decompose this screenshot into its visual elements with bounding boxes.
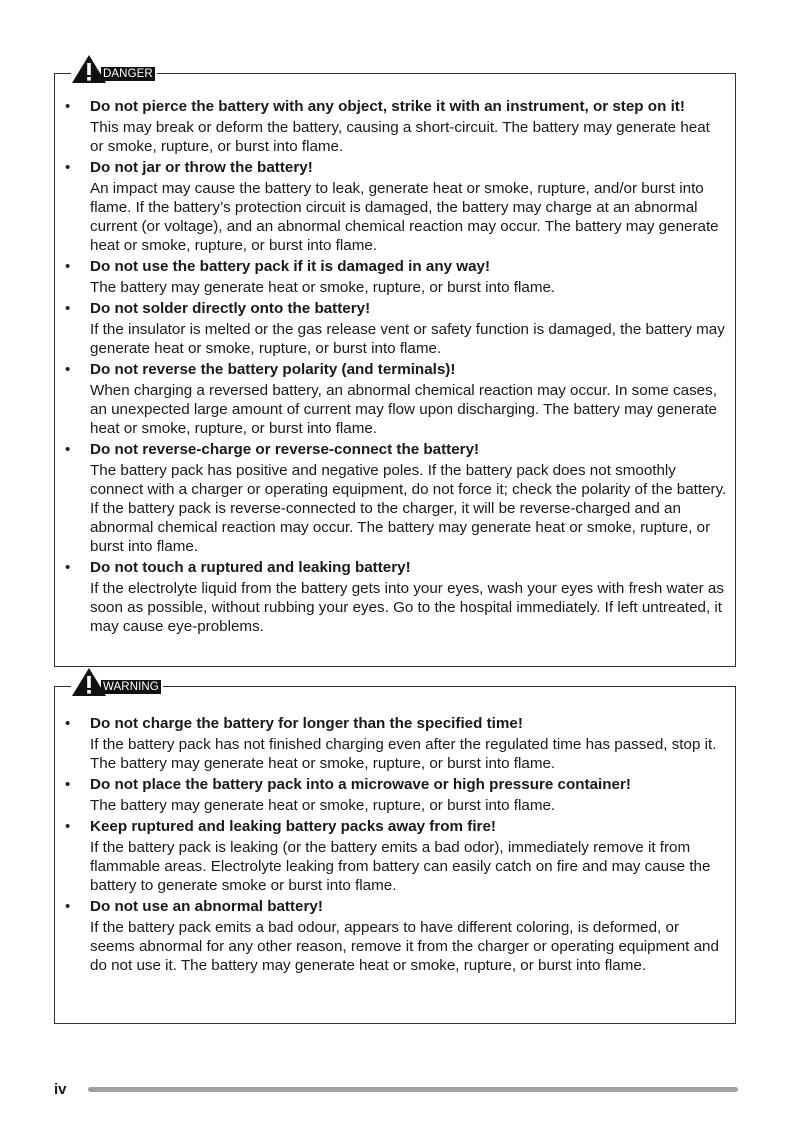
item-heading: Keep ruptured and leaking battery packs away from fire! [90, 818, 496, 835]
item-body: If the insulator is melted or the gas release vent or safety function is damaged, the battery may generate heat or smoke, rupture, or burst into flame. [90, 321, 725, 357]
list-item [55, 257, 735, 297]
warning-label-text: WARNING [103, 681, 159, 693]
bullet: • [65, 898, 71, 915]
item-heading: Do not solder directly onto the battery! [90, 300, 371, 317]
warning-section [54, 681, 736, 1024]
page-number: iv [54, 1081, 67, 1098]
danger-label [71, 54, 157, 84]
item-body: The battery pack has positive and negative poles. If the battery pack does not smoothly connect with a charger or operating equipment, do not force it; check the polarity of the battery. If the battery pack is reverse-connected to the charger, it will be reverse-charged and an abnormal chemical reaction may occur. The battery may generate heat or smoke, rupture, or burst into flame. [90, 462, 727, 555]
item-heading: Do not touch a ruptured and leaking battery! [90, 559, 411, 576]
item-body: The battery may generate heat or smoke, rupture, or burst into flame. [90, 797, 556, 814]
item-body: When charging a reversed battery, an abnormal chemical reaction may occur. In some cases, an unexpected large amount of current may flow upon discharging. The battery may generate heat or smoke, rupture, or burst into flame. [90, 382, 717, 437]
bullet: • [65, 159, 71, 176]
list-item [55, 440, 735, 556]
warning-list [55, 714, 735, 977]
list-item [55, 360, 735, 438]
bullet: • [65, 818, 71, 835]
bullet: • [65, 361, 71, 378]
bullet: • [65, 300, 71, 317]
danger-section [54, 68, 736, 667]
bullet: • [65, 441, 71, 458]
list-item [55, 897, 735, 975]
item-body: This may break or deform the battery, causing a short-circuit. The battery may generate heat or smoke, rupture, or burst into flame. [90, 119, 710, 155]
item-heading: Do not use an abnormal battery! [90, 898, 323, 915]
danger-label-text: DANGER [103, 68, 153, 80]
item-body: The battery may generate heat or smoke, rupture, or burst into flame. [90, 279, 556, 296]
item-heading: Do not pierce the battery with any object, strike it with an instrument, or step on it! [90, 98, 685, 115]
item-body: If the battery pack has not finished charging even after the regulated time has passed, stop it. The battery may generate heat or smoke, rupture, or burst into flame. [90, 736, 717, 772]
item-body: If the battery pack emits a bad odour, appears to have different coloring, is deformed, or seems abnormal for any other reason, remove it from the charger or operating equipment and do not use it. The battery may generate heat or smoke, rupture, or burst into flame. [90, 919, 719, 974]
warning-label [71, 667, 163, 697]
bullet: • [65, 776, 71, 793]
list-item [55, 97, 735, 156]
list-item [55, 158, 735, 255]
danger-list [55, 97, 735, 638]
item-body: If the electrolyte liquid from the battery gets into your eyes, wash your eyes with fresh water as soon as possible, without rubbing your eyes. Go to the hospital immediately. If left untreated, it may cause eye-problems. [90, 580, 724, 635]
list-item [55, 775, 735, 815]
item-heading: Do not use the battery pack if it is damaged in any way! [90, 258, 491, 275]
list-item [55, 817, 735, 895]
list-item [55, 714, 735, 773]
list-item [55, 558, 735, 636]
bullet: • [65, 258, 71, 275]
list-item [55, 299, 735, 358]
item-heading: Do not reverse-charge or reverse-connect the battery! [90, 441, 480, 458]
item-heading: Do not charge the battery for longer than the specified time! [90, 715, 523, 732]
item-heading: Do not place the battery pack into a microwave or high pressure container! [90, 776, 631, 793]
item-body: If the battery pack is leaking (or the battery emits a bad odor), immediately remove it from flammable areas. Electrolyte leaking from battery can easily catch on fire and may cause the battery to generate smoke or burst into flame. [90, 839, 711, 894]
bullet: • [65, 715, 71, 732]
item-heading: Do not jar or throw the battery! [90, 159, 313, 176]
bullet: • [65, 98, 71, 115]
item-body: An impact may cause the battery to leak, generate heat or smoke, rupture, and/or burst into flame. If the battery’s protection circuit is damaged, the battery may charge at an abnormal current (or voltage), and an abnormal chemical reaction may occur. The battery may generate heat or smoke, rupture, or burst into flame. [90, 180, 719, 254]
bullet: • [65, 559, 71, 576]
item-heading: Do not reverse the battery polarity (and terminals)! [90, 361, 456, 378]
footer-rule [88, 1087, 738, 1092]
